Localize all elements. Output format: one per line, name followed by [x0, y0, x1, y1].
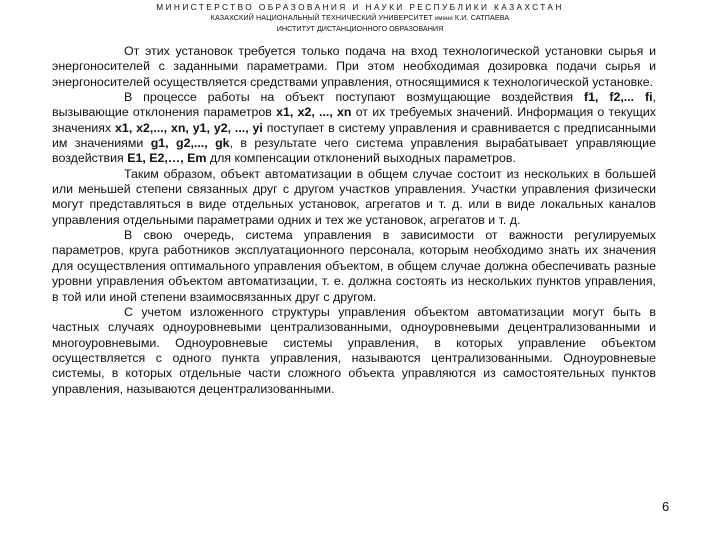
p2-text-4: поступает в систему управления и сравнивается с предписанными им значениями [52, 120, 656, 151]
university-name-connector: имени [434, 16, 453, 22]
p2-text-3: от их требуемых значений. Информация о текущих значениях [52, 105, 656, 135]
university-namesake: К.И. САТПАЕВА [454, 13, 510, 22]
paragraph-1: От этих установок требуется только подача на вход технологической установки сырья и энергоносителей с заданными параметрами. При этом необходимая дозировка подачи сырья и энергоносителей осуществляется средствами управления, относящимися к технологической установке. [52, 44, 656, 89]
setpoint-vars: g1, g2,..., gk [150, 136, 230, 151]
university-name: КАЗАХСКИЙ НАЦИОНАЛЬНЫЙ ТЕХНИЧЕСКИЙ УНИВЕРСИТЕТ [210, 13, 433, 22]
page-number: 6 [662, 499, 670, 514]
disturbance-vars: f1, f2,... fi [584, 90, 653, 105]
ministry-line: МИНИСТЕРСТВО ОБРАЗОВАНИЯ И НАУКИ РЕСПУБЛИКИ КАЗАХСТАН [156, 2, 564, 12]
control-action-vars: E1, E2,…, Em [127, 151, 207, 166]
document-body [52, 44, 656, 397]
paragraph-5: С учетом изложенного структуры управления объектом автоматизации могут быть в частных случаях одноуровневыми централизованными, одноуровневыми децентрализованными и многоуровневыми. Одноуровневые системы управления, в которых управление объектом осуществляется с одного пункта управления, называются централизованными. Одноуровневые системы, в которых отдельные части сложного объекта управляются из самостоятельных пунктов управления, называются децентрализованными. [52, 304, 656, 396]
paragraph-4: В свою очередь, система управления в зависимости от важности регулируемых параметров, круга работников эксплуатационного персонала, которым необходимо знать их значения для осуществления оптимального управления объектом, в общем случае должна обеспечивать разные уровни управления объектом автоматизации, т. е. должна состоять из нескольких пунктов управления, в той или иной степени взаимосвязанных друг с другом. [52, 228, 656, 304]
p2-text-2: , вызывающие отклонения параметров [52, 90, 656, 120]
p2-text-1: В процессе работы на объект поступают возмущающие воздействия [124, 90, 584, 105]
parameter-vars: x1, x2, ..., xn [276, 105, 352, 120]
document-header [0, 2, 720, 34]
p2-text-5: , в результате чего система управления вырабатывает управляющие воздействия [52, 136, 656, 166]
paragraph-2 [52, 90, 656, 167]
university-line [0, 13, 720, 24]
current-value-vars: x1, x2,..., xn, y1, y2, ..., yi [115, 120, 263, 135]
paragraph-3: Таким образом, объект автоматизации в общем случае состоит из нескольких в большей или меньшей степени связанных друг с другом участков управления. Участки управления физически могут представляться в виде отдельных установок, агрегатов и т. д. или в виде локальных каналов управления отдельными параметрами одних и тех же установок, агрегатов и т. д. [52, 166, 656, 227]
institute-line: ИНСТИТУТ ДИСТАНЦИОННОГО ОБРАЗОВАНИЯ [276, 24, 444, 33]
p2-text-6: для компенсации отклонений выходных параметров. [206, 151, 516, 166]
